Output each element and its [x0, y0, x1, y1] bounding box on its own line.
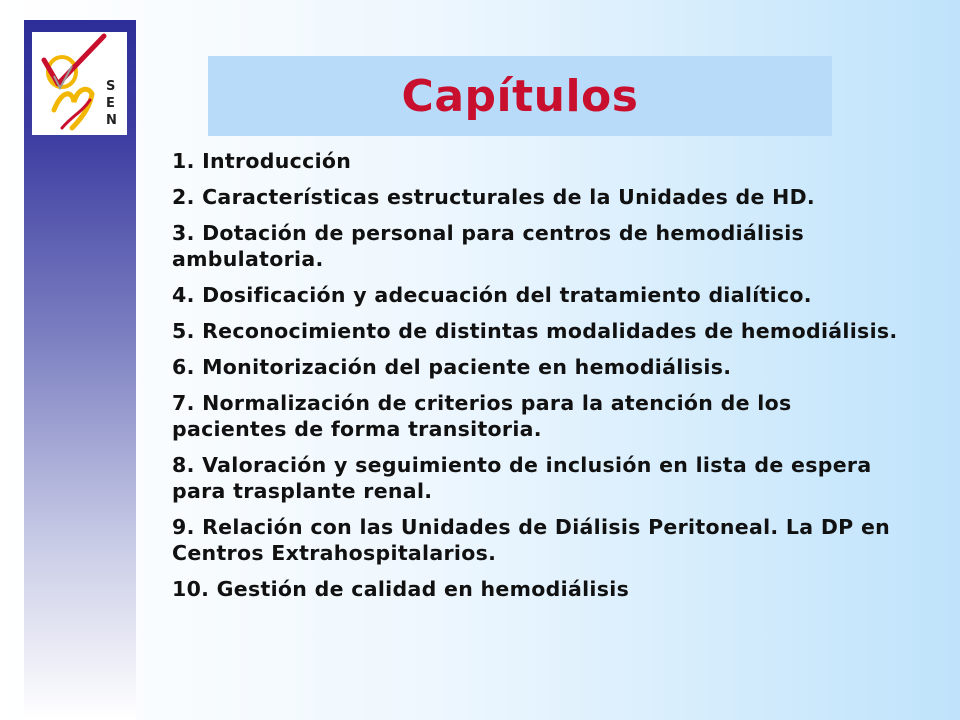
sen-logo-graphic [32, 32, 127, 135]
chapter-item-10: 10. Gestión de calidad en hemodiálisis [172, 577, 630, 601]
title-banner [208, 56, 832, 136]
chapter-list [172, 148, 912, 612]
chapter-item-1: 1. Introducción [172, 149, 352, 173]
logo-letter-e: E [106, 96, 115, 111]
chapter-item-7: 7. Normalización de criterios para la atención de los pacientes de forma transitoria. [172, 391, 792, 441]
chapter-item-6: 6. Monitorización del paciente en hemodiálisis. [172, 355, 732, 379]
logo-figure [54, 89, 92, 128]
chapter-item-4: 4. Dosificación y adecuación del tratamiento dialítico. [172, 283, 812, 307]
logo-letter-n: N [106, 113, 117, 128]
page-title: Capítulos [401, 70, 639, 122]
logo-letter-s: S [106, 79, 116, 94]
chapter-item-2: 2. Características estructurales de la Unidades de HD. [172, 185, 816, 209]
sen-logo [32, 32, 127, 135]
chapter-item-5: 5. Reconocimiento de distintas modalidades de hemodiálisis. [172, 319, 898, 343]
chapter-item-8: 8. Valoración y seguimiento de inclusión en lista de espera para trasplante renal. [172, 453, 872, 503]
chapter-item-9: 9. Relación con las Unidades de Diálisis Peritoneal. La DP en Centros Extrahospitalarios. [172, 515, 891, 565]
chapter-item-3: 3. Dotación de personal para centros de hemodiálisis ambulatoria. [172, 221, 805, 271]
